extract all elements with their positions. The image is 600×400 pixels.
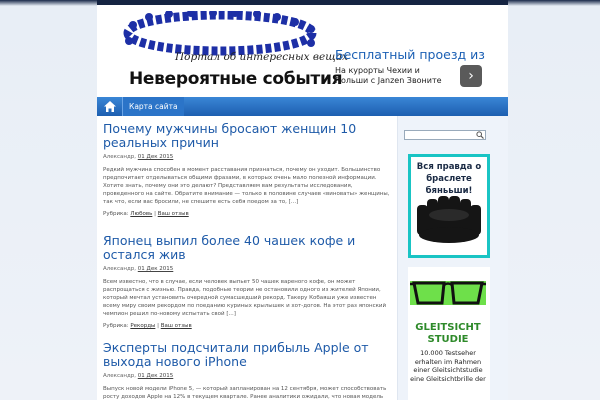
- category-link[interactable]: Любовь: [130, 211, 153, 217]
- glasses-ad-title[interactable]: GLEITSICHT STUDIE: [415, 322, 481, 345]
- main-nav: [97, 97, 508, 116]
- site-header: [97, 5, 508, 97]
- header-ad-title[interactable]: Бесплатный проезд из: [335, 47, 485, 62]
- post-date[interactable]: 01 Дек 2015: [137, 154, 174, 160]
- site-tagline: Портал об интересных вещах: [175, 51, 348, 63]
- post-author: Александр,: [103, 266, 137, 272]
- category-label: Рубрика:: [103, 323, 129, 329]
- post-title[interactable]: Эксперты подсчитали прибыль Apple от выхода нового iPhone: [103, 340, 369, 369]
- post-categories: [103, 211, 393, 217]
- bracelet-image[interactable]: [413, 191, 485, 249]
- post: [103, 341, 393, 400]
- post-meta: [103, 266, 393, 272]
- glasses-ad-text[interactable]: 10.000 Testseher erhalten im Rahmen einer Gleitsichtstudie eine Gleitsichtbrille der: [410, 349, 486, 383]
- separator: |: [154, 211, 156, 217]
- post-author: Александр,: [103, 373, 137, 379]
- post-title[interactable]: Почему мужчины бросают женщин 10 реальных причин: [103, 121, 357, 150]
- post-title[interactable]: Японец выпил более 40 чашек кофе и остался жив: [103, 233, 356, 262]
- category-link[interactable]: Рекорды: [130, 323, 156, 329]
- search-input[interactable]: [404, 130, 486, 140]
- header-ad-text[interactable]: На курорты Чехии и Польши с Janzen Звоните: [335, 66, 442, 85]
- bracelet-ad[interactable]: [408, 154, 490, 258]
- bracelet-ad-title[interactable]: Вся правда о браслете бянььши!: [416, 162, 482, 196]
- glasses-ad[interactable]: [408, 267, 490, 400]
- main-content: [97, 116, 397, 400]
- post: [103, 234, 393, 329]
- post-date[interactable]: 01 Дек 2015: [137, 266, 174, 272]
- home-icon[interactable]: [103, 100, 117, 113]
- post-meta: [103, 373, 393, 379]
- site-logo[interactable]: [107, 9, 357, 97]
- post: [103, 122, 393, 217]
- post-meta: [103, 154, 393, 160]
- category-label: Рубрика:: [103, 211, 129, 217]
- page-container: [97, 5, 508, 400]
- site-title[interactable]: Невероятные события: [129, 69, 343, 89]
- separator: |: [157, 323, 159, 329]
- post-excerpt: Выпуск новой модели iPhone 5, — который запланирован на 12 сентября, может способствовать росту доходов Apple на 12% в текущем квартале. Ранее аналитики ожидали, что новая модель: [103, 386, 387, 400]
- sidebar: [397, 116, 508, 400]
- page-background-left: [0, 0, 97, 400]
- nav-item-sitemap[interactable]: Карта сайта: [122, 97, 184, 116]
- glasses-image[interactable]: [408, 267, 488, 319]
- post-excerpt: Редкий мужчина способен в момент расставания признаться, почему он уходит. Большинство предпочитает отделываться общими фразами, в которых очень мало полезной информации. Хотите знать, почему они это делают? Представляем вам результаты исследования, проведенного на сайте. Обратите внимание — только в половине случаев «виноваты» женщины, так что, если вас бросили, не спешите есть себя поедом за то, [...]: [103, 167, 390, 205]
- comments-link[interactable]: Ваш отзыв: [157, 211, 189, 217]
- search-icon[interactable]: [476, 131, 484, 141]
- comments-link[interactable]: Ваш отзыв: [160, 323, 192, 329]
- post-categories: [103, 323, 393, 329]
- post-date[interactable]: 01 Дек 2015: [137, 373, 174, 379]
- post-excerpt: Всем известно, что в случае, если человек выпьет 50 чашек вареного кофе, он может распрощаться с жизнью. Правда, подобные теории не остановили одного из жителей Японии, который мечтал установить очередной сумасшедший рекорд. Такеру Кобаяши уже известен всему миру своим рекордом по поеданию куриных крылышек и хот-догов. На этот раз японский чемпион решил по-новому испытать свой [...]: [103, 279, 387, 317]
- header-ad[interactable]: [335, 47, 503, 97]
- chevron-right-icon[interactable]: ›: [460, 65, 482, 87]
- post-author: Александр,: [103, 154, 137, 160]
- page-background-right: [508, 0, 600, 400]
